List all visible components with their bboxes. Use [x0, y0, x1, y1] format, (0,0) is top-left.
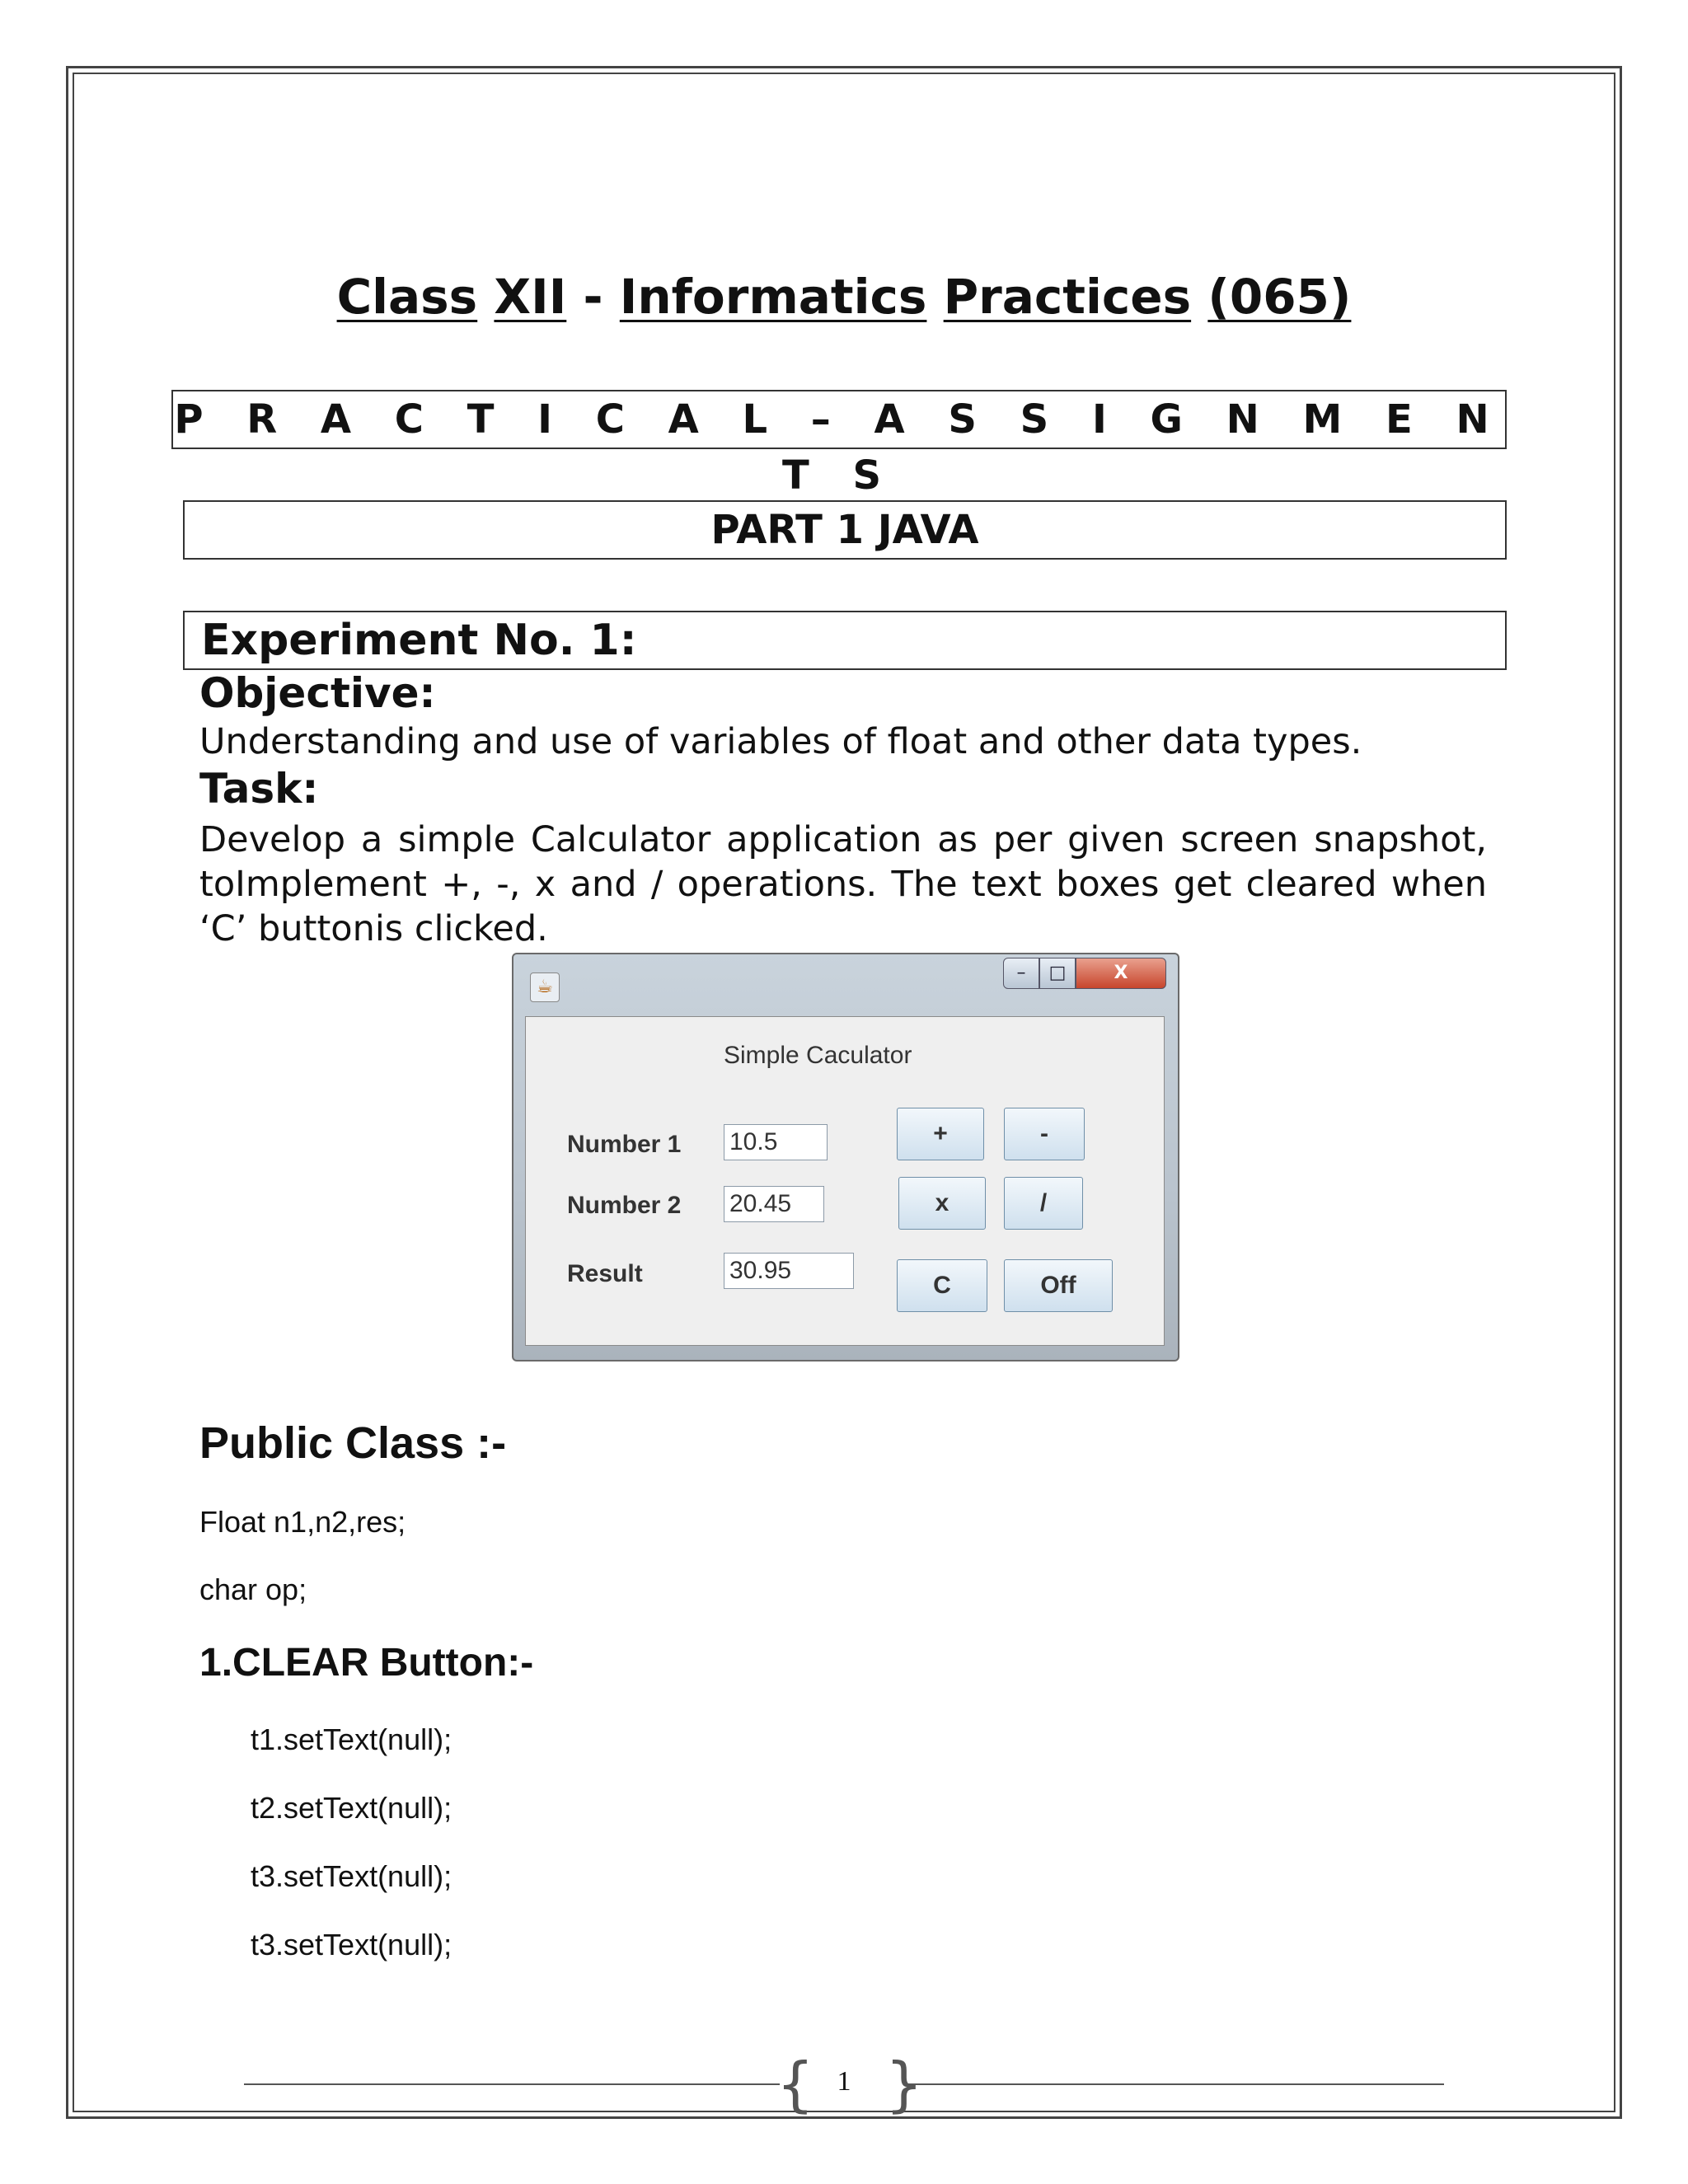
- minimize-icon[interactable]: –: [1003, 958, 1039, 989]
- title-word: XII: [494, 269, 567, 325]
- footer-brace-right: }: [885, 2050, 923, 2119]
- title-word: (065): [1207, 269, 1352, 325]
- code-line: t3.setText(null);: [251, 1859, 452, 1893]
- code-line: t3.setText(null);: [251, 1928, 452, 1961]
- subtract-button[interactable]: -: [1004, 1108, 1085, 1160]
- part-heading-box: PART 1 JAVA: [183, 500, 1507, 560]
- footer-brace-left: {: [776, 2050, 814, 2119]
- result-label: Result: [567, 1260, 643, 1287]
- clear-button[interactable]: C: [897, 1259, 987, 1312]
- calculator-title: Simple Caculator: [724, 1042, 912, 1069]
- practical-assignments-box: P R A C T I C A L – A S S I G N M E N T S: [171, 390, 1507, 449]
- title-dash: -: [583, 269, 603, 325]
- page-title: [0, 269, 1688, 325]
- experiment-heading-box: Experiment No. 1:: [183, 611, 1507, 670]
- window-titlebar: [513, 954, 1178, 1016]
- close-icon[interactable]: X: [1076, 958, 1166, 989]
- task-text: Develop a simple Calculator application as per given screen snapshot, toImplement +, -, x and / operations. The text boxes get cleared when ‘C’ buttonis clicked.: [199, 819, 1487, 949]
- add-button[interactable]: +: [897, 1108, 984, 1160]
- code-line: Float n1,n2,res;: [199, 1505, 406, 1539]
- clear-button-heading: 1.CLEAR Button:-: [199, 1641, 534, 1685]
- number2-label: Number 2: [567, 1192, 682, 1219]
- objective-text: Understanding and use of variables of float and other data types.: [199, 721, 1362, 762]
- footer-rule-left: [244, 2083, 780, 2085]
- result-field[interactable]: 30.95: [724, 1253, 854, 1289]
- title-word: Class: [336, 269, 478, 325]
- number2-field[interactable]: 20.45: [724, 1186, 824, 1222]
- code-line: char op;: [199, 1572, 307, 1606]
- divide-button[interactable]: /: [1004, 1177, 1083, 1230]
- code-line: t1.setText(null);: [251, 1722, 452, 1756]
- number1-label: Number 1: [567, 1131, 682, 1158]
- title-word: Practices: [943, 269, 1192, 325]
- off-button[interactable]: Off: [1004, 1259, 1113, 1312]
- objective-label: Objective:: [199, 669, 436, 717]
- page-number: 1: [837, 2066, 851, 2097]
- calculator-panel: [525, 1016, 1165, 1346]
- number1-field[interactable]: 10.5: [724, 1124, 828, 1160]
- title-word: Informatics: [619, 269, 927, 325]
- public-class-heading: Public Class :-: [199, 1418, 507, 1468]
- task-label: Task:: [199, 765, 319, 813]
- maximize-icon[interactable]: □: [1039, 958, 1076, 989]
- footer-rule-right: [908, 2083, 1444, 2085]
- code-line: t2.setText(null);: [251, 1791, 452, 1825]
- multiply-button[interactable]: x: [898, 1177, 986, 1230]
- calculator-window: [512, 953, 1179, 1361]
- java-icon: ☕: [530, 972, 560, 1002]
- window-controls: [1003, 958, 1166, 991]
